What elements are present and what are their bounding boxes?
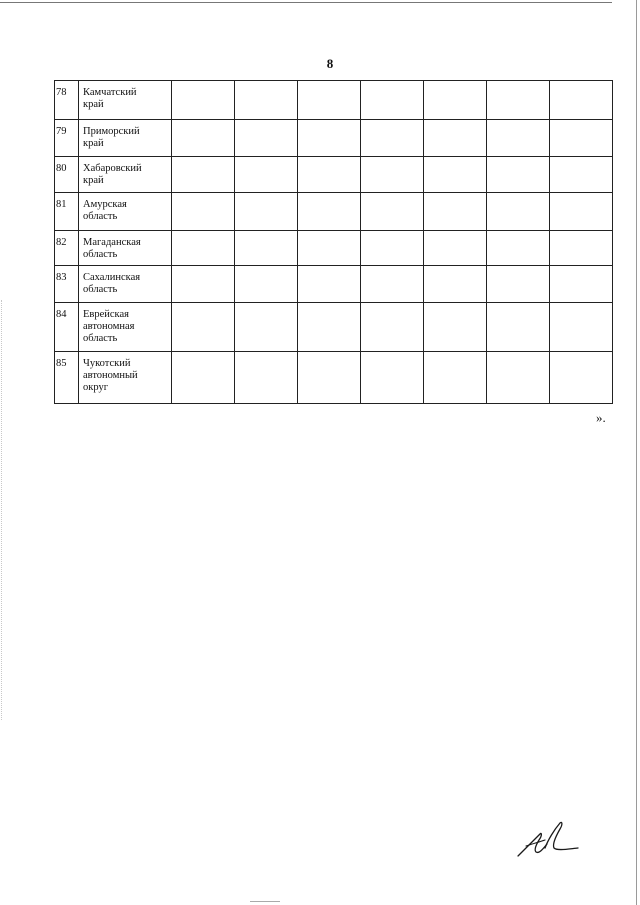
row-number-cell: 78 — [55, 81, 79, 120]
table-row — [55, 193, 613, 231]
row-number-cell: 84 — [55, 303, 79, 352]
closing-quote-mark: ». — [596, 410, 606, 425]
empty-cell — [298, 157, 361, 193]
empty-cell — [235, 303, 298, 352]
empty-cell — [361, 193, 424, 231]
empty-cell — [550, 266, 613, 303]
empty-cell — [550, 303, 613, 352]
table-row — [55, 303, 613, 352]
empty-cell — [487, 193, 550, 231]
region-name-cell — [79, 157, 172, 193]
region-name-line: область — [83, 211, 118, 222]
empty-cell — [424, 120, 487, 157]
empty-cell — [361, 81, 424, 120]
region-name-cell — [79, 266, 172, 303]
region-name-cell — [79, 352, 172, 404]
region-name-line: область — [83, 284, 118, 295]
empty-cell — [487, 352, 550, 404]
empty-cell — [361, 231, 424, 266]
empty-cell — [550, 231, 613, 266]
empty-cell — [172, 120, 235, 157]
table-row — [55, 81, 613, 120]
region-name-line: область — [83, 333, 118, 344]
region-name-line: Магаданская — [83, 237, 141, 248]
empty-cell — [298, 231, 361, 266]
row-number-cell: 80 — [55, 157, 79, 193]
empty-cell — [235, 81, 298, 120]
empty-cell — [298, 193, 361, 231]
region-name-line: Сахалинская — [83, 272, 141, 283]
empty-cell — [487, 81, 550, 120]
empty-cell — [298, 120, 361, 157]
region-name-line: Хабаровский — [83, 163, 142, 174]
empty-cell — [361, 120, 424, 157]
scan-edge-left — [1, 300, 2, 720]
empty-cell — [172, 266, 235, 303]
empty-cell — [550, 157, 613, 193]
empty-cell — [487, 231, 550, 266]
handwritten-signature — [512, 818, 582, 862]
empty-cell — [172, 193, 235, 231]
region-name-line: край — [83, 138, 104, 149]
region-name-cell — [79, 81, 172, 120]
empty-cell — [487, 157, 550, 193]
empty-cell — [550, 193, 613, 231]
empty-cell — [235, 193, 298, 231]
region-name-line: край — [83, 175, 104, 186]
empty-cell — [235, 157, 298, 193]
row-number-cell: 81 — [55, 193, 79, 231]
region-name-line: автономная — [83, 321, 135, 332]
table-row — [55, 157, 613, 193]
empty-cell — [424, 193, 487, 231]
region-name-line: Еврейская — [83, 309, 129, 320]
region-name-cell — [79, 303, 172, 352]
region-name-line: Приморский — [83, 126, 140, 137]
empty-cell — [424, 231, 487, 266]
empty-cell — [298, 266, 361, 303]
empty-cell — [424, 303, 487, 352]
scan-edge-bottom — [250, 901, 280, 902]
empty-cell — [172, 231, 235, 266]
empty-cell — [487, 120, 550, 157]
empty-cell — [361, 157, 424, 193]
empty-cell — [424, 157, 487, 193]
region-name-cell — [79, 193, 172, 231]
region-name-line: край — [83, 99, 104, 110]
empty-cell — [361, 303, 424, 352]
empty-cell — [487, 266, 550, 303]
region-name-line: Амурская — [83, 199, 127, 210]
regions-table-body — [55, 81, 613, 404]
empty-cell — [424, 266, 487, 303]
row-number-cell: 83 — [55, 266, 79, 303]
empty-cell — [235, 266, 298, 303]
empty-cell — [172, 157, 235, 193]
empty-cell — [550, 120, 613, 157]
row-number-cell: 79 — [55, 120, 79, 157]
page-number: 8 — [326, 56, 334, 71]
empty-cell — [172, 352, 235, 404]
empty-cell — [361, 266, 424, 303]
empty-cell — [298, 352, 361, 404]
empty-cell — [487, 303, 550, 352]
empty-cell — [235, 352, 298, 404]
region-name-cell — [79, 231, 172, 266]
region-name-line: область — [83, 249, 118, 260]
regions-table — [54, 80, 613, 404]
empty-cell — [424, 352, 487, 404]
empty-cell — [172, 81, 235, 120]
empty-cell — [298, 303, 361, 352]
empty-cell — [235, 231, 298, 266]
row-number-cell: 85 — [55, 352, 79, 404]
region-name-line: Чукотский — [83, 358, 131, 369]
region-name-line: автономный — [83, 370, 138, 381]
empty-cell — [550, 352, 613, 404]
empty-cell — [235, 120, 298, 157]
region-name-cell — [79, 120, 172, 157]
table-row — [55, 352, 613, 404]
table-row — [55, 266, 613, 303]
region-name-line: Камчатский — [83, 87, 137, 98]
scan-edge-top — [0, 2, 612, 3]
table-row — [55, 231, 613, 266]
empty-cell — [298, 81, 361, 120]
empty-cell — [361, 352, 424, 404]
empty-cell — [550, 81, 613, 120]
empty-cell — [172, 303, 235, 352]
empty-cell — [424, 81, 487, 120]
row-number-cell: 82 — [55, 231, 79, 266]
table-row — [55, 120, 613, 157]
scan-edge-right — [636, 0, 637, 905]
region-name-line: округ — [83, 382, 109, 393]
